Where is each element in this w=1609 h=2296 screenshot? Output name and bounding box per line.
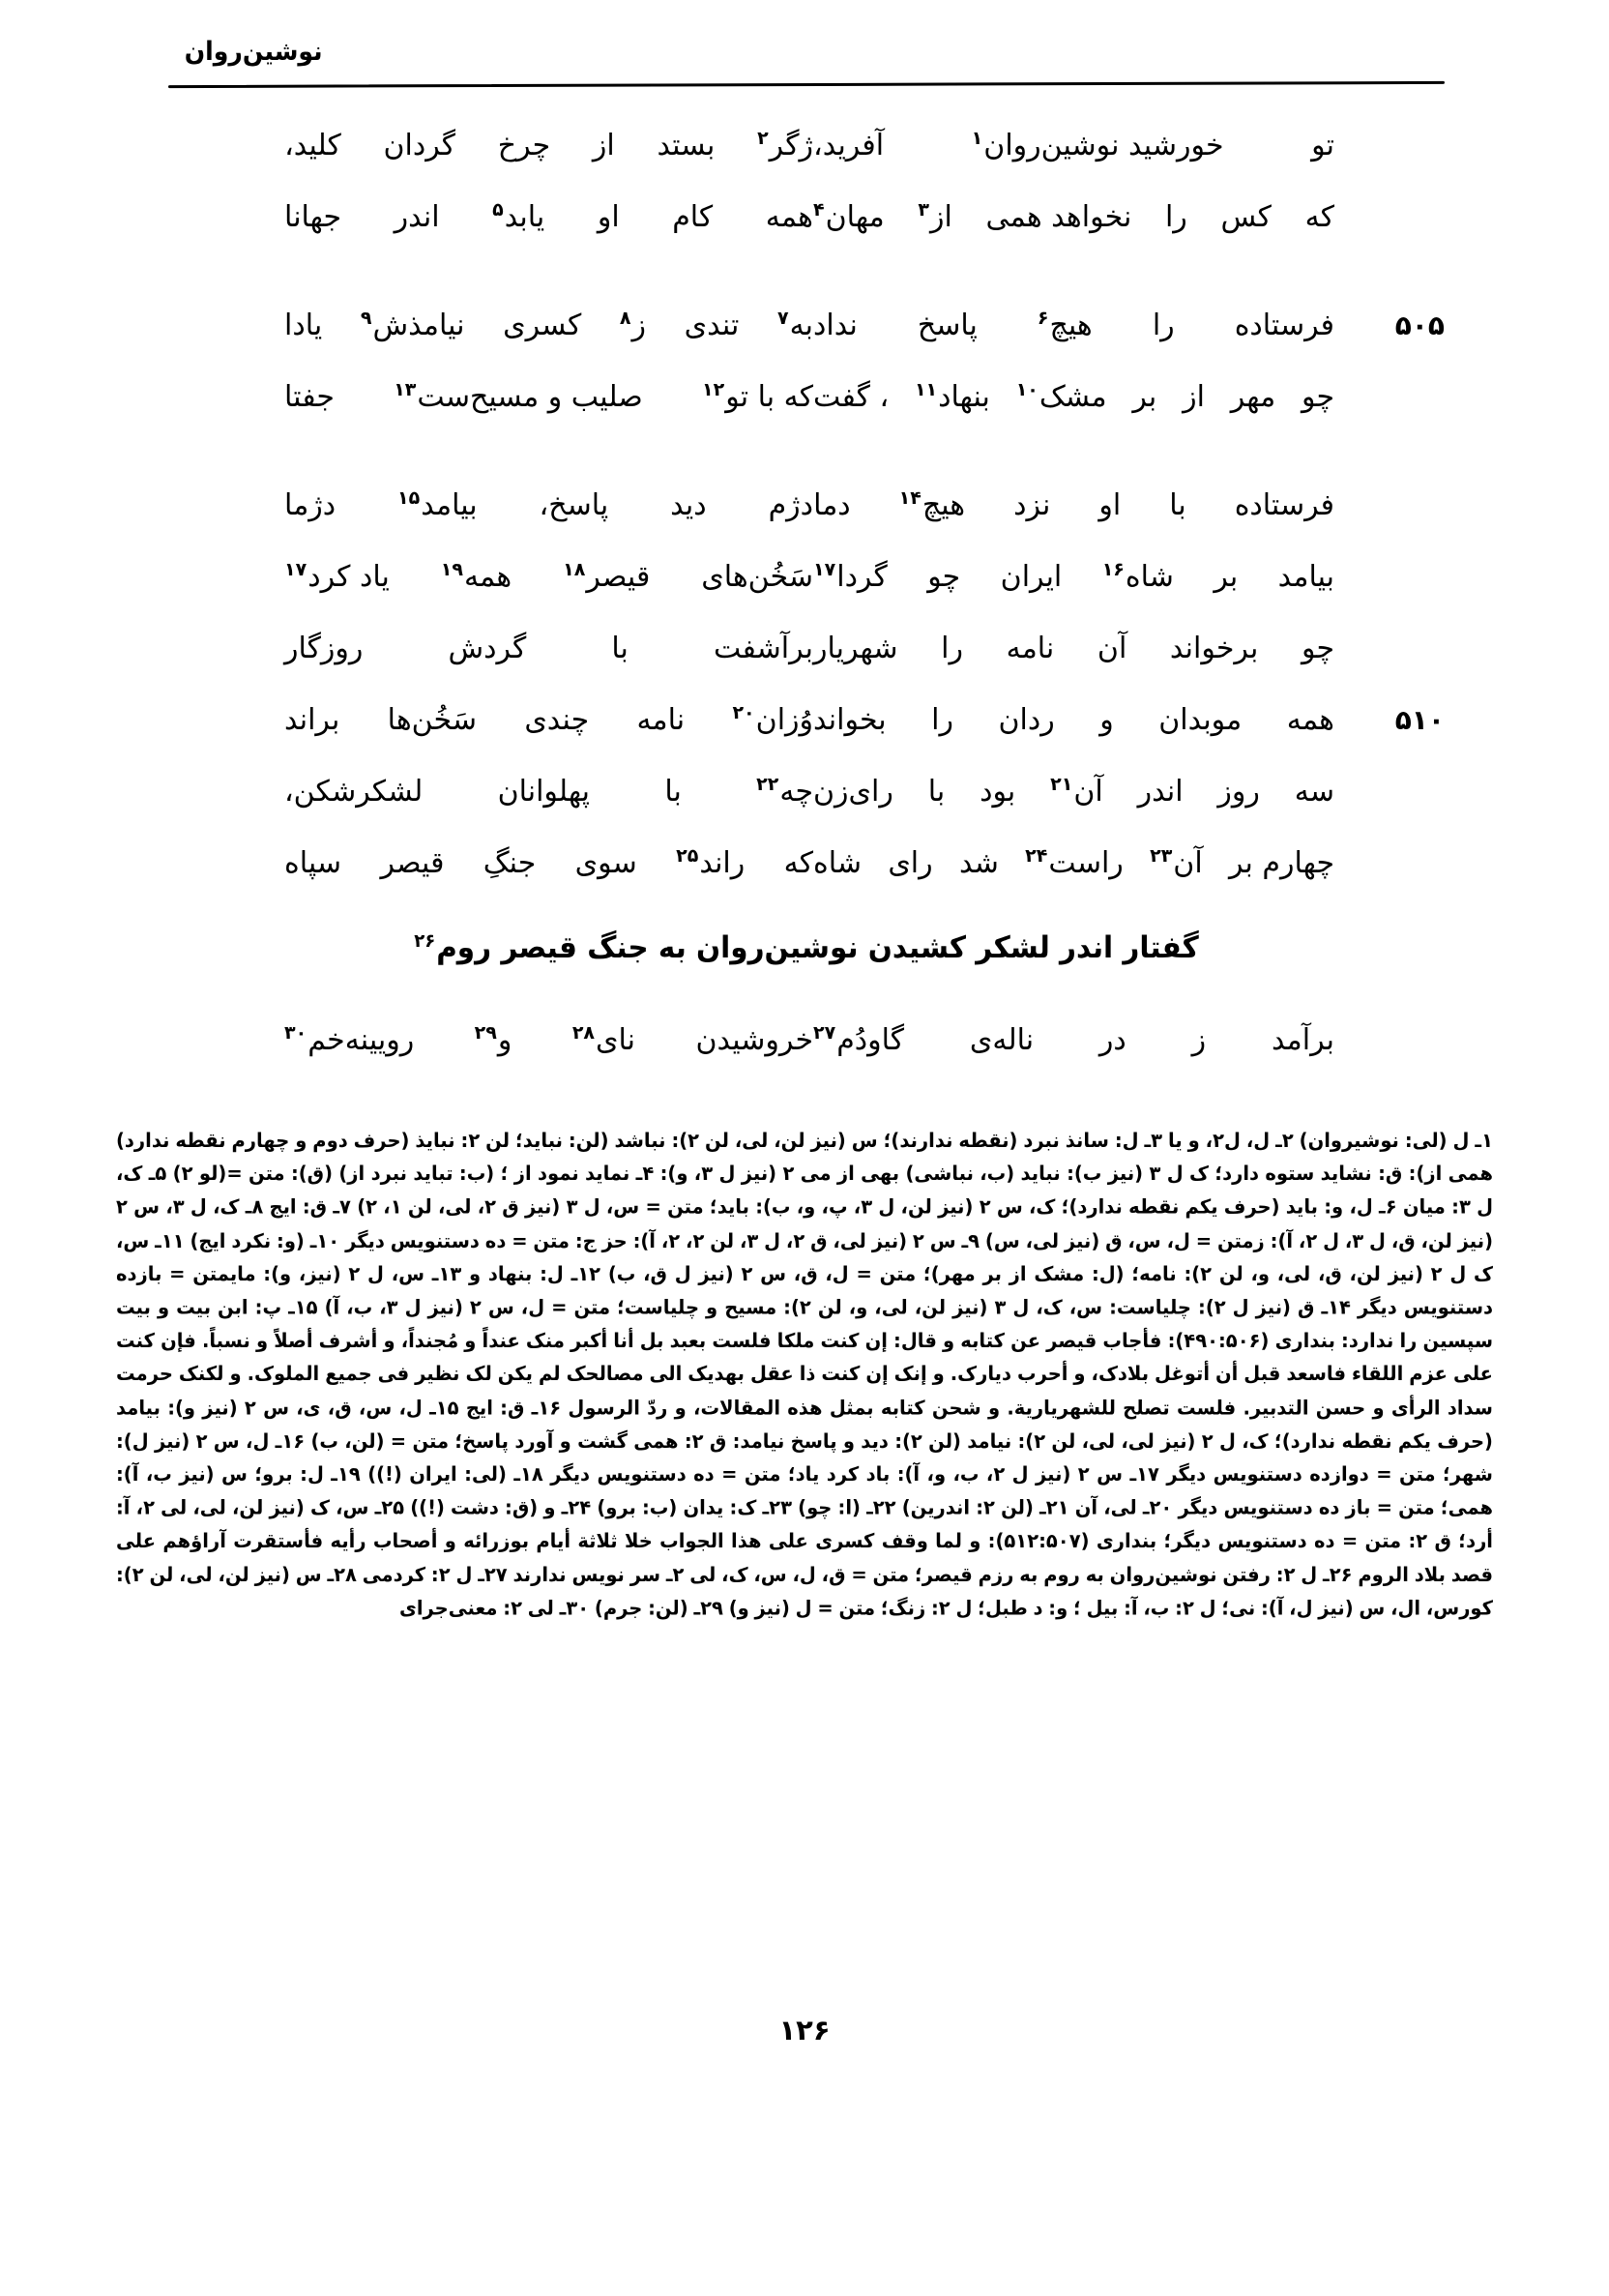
verse-line [168, 377, 1445, 449]
verse-word: مهر [1230, 380, 1276, 414]
verse-word: بستد [657, 129, 716, 162]
hemistich-first [257, 629, 813, 667]
header-rule [168, 81, 1445, 88]
footnote-marker: ۱۱ [914, 379, 938, 400]
verse-word: کسری [503, 309, 582, 342]
verse-word: بر [1214, 560, 1239, 594]
verse-word: سَخُن‌های [701, 560, 813, 594]
verse-word: شد [958, 846, 999, 880]
verse-line [168, 486, 1445, 557]
verse-word: با [611, 632, 629, 665]
verse-word: که [783, 846, 813, 880]
verse-word: لشکرشکن، [284, 775, 424, 809]
verse-number [1369, 222, 1445, 226]
verse-word: نزد [1013, 488, 1051, 522]
verse-number [1369, 1045, 1445, 1049]
couplet-block [168, 306, 1445, 449]
page-number: ۱۲۶ [778, 2014, 831, 2046]
verse-word: بر [1132, 380, 1157, 414]
verse-word: نخواهد همی [985, 200, 1132, 234]
verse-line [168, 1020, 1445, 1092]
footnote-marker: ۲۰ [732, 702, 755, 723]
verse-word: جهانا [284, 200, 342, 234]
hemistich-first [257, 1020, 813, 1059]
verse-word: چندی [524, 703, 590, 737]
footnote-marker: ۲۷ [813, 1022, 836, 1044]
verse-word: کام [672, 200, 714, 234]
footnote-marker: ۲۱ [1050, 774, 1073, 795]
verse-word: نداد [813, 309, 858, 342]
verse-number [1369, 582, 1445, 586]
footnote-marker: ۱۴ [898, 487, 922, 509]
verse-word: رای [888, 846, 933, 880]
heading-verse [168, 1020, 1445, 1092]
footnote-marker: ۴ [813, 199, 825, 221]
verse-word: شاه$^{۱۶}$ [1101, 559, 1174, 594]
verse-word: ایران [1000, 560, 1063, 594]
verse-word: برخواند [1169, 632, 1259, 665]
couplet-block [168, 486, 1445, 915]
footnote-marker: ۱۳ [394, 379, 417, 400]
verse-word: به$^۷$ [776, 308, 813, 342]
verse-number [1369, 868, 1445, 872]
verse-word: رای‌زن [813, 775, 893, 809]
verse-word: از$^۳$ [918, 199, 952, 234]
verse-line [168, 700, 1445, 772]
verse-word: مهان$^۴$ [813, 199, 885, 234]
verse-word: گردان [383, 129, 456, 162]
verse-word: او [597, 200, 620, 234]
running-header-title: نوشین‌روان [185, 37, 323, 67]
hemistich-second [813, 197, 1369, 236]
verse-word: بنهاد$^{۱۱}$ [914, 379, 990, 414]
hemistich-first [257, 126, 813, 164]
verse-area [168, 126, 1445, 952]
verse-word: آفرید، [813, 129, 885, 162]
footnote-marker: ۲۵ [676, 845, 699, 867]
verse-word: را [1152, 309, 1175, 342]
verse-word: پهلوانان [497, 775, 591, 809]
verse-word: صلیب و مسیح‌ست$^{۱۳}$ [394, 379, 643, 414]
footnote-marker: ۶ [1037, 308, 1049, 329]
verse-word: را [931, 703, 953, 737]
verse-line [168, 843, 1445, 915]
footnote-marker: ۲۹ [474, 1022, 497, 1044]
verse-word: با [927, 775, 946, 809]
footnote-marker: ۹ [360, 308, 372, 329]
footnote-marker: ۵ [492, 199, 504, 221]
verse-number: ۵۰۵ [1394, 309, 1445, 341]
verse-word: هیچ$^۶$ [1037, 308, 1093, 342]
verse-word: ز [1191, 1023, 1207, 1057]
verse-word: راند$^{۲۵}$ [676, 845, 746, 880]
verse-word: نامه [636, 703, 686, 737]
verse-word: دژما [284, 488, 336, 522]
hemistich-first [257, 486, 813, 524]
verse-word: یاد کرد$^{۱۷}$ [284, 559, 390, 594]
verse-word: او [1098, 488, 1122, 522]
verse-word: جفتا [284, 380, 335, 414]
verse-word: تندی [684, 309, 740, 342]
verse-word: براند [284, 703, 340, 737]
verse-word: کس [1220, 200, 1272, 234]
verse-word: از [592, 129, 615, 162]
verse-word: گردا$^{۱۷}$ [813, 559, 888, 594]
verse-word: را [1164, 200, 1187, 234]
verse-word: چهارم بر [1228, 846, 1334, 880]
verse-word: نامه [1006, 632, 1055, 665]
verse-word: پاسخ، [539, 488, 609, 522]
verse-word: برآشفت [713, 632, 813, 665]
footnote-marker: ۱ [971, 128, 983, 149]
hemistich-first [257, 843, 813, 882]
hemistich-first [257, 377, 813, 416]
verse-word: نای$^{۲۸}$ [571, 1022, 635, 1057]
verse-word: شهریار [813, 632, 898, 665]
section-heading-text: گفتار اندر لشکر کشیدن نوشین‌روان به جنگ قیصر روم [436, 930, 1199, 965]
hemistich-second [813, 843, 1369, 882]
footnote-marker: ۷ [776, 308, 789, 329]
footnote-marker: ۱۷ [813, 559, 836, 580]
verse-word: خروشیدن [695, 1023, 813, 1057]
section-heading [200, 930, 1413, 965]
verse-word: و$^{۲۹}$ [474, 1022, 512, 1057]
verse-word: دژم [768, 488, 813, 522]
verse-word: گردش [448, 632, 527, 665]
footnote-marker: ۲۳ [1150, 845, 1173, 867]
verse-line [168, 557, 1445, 629]
hemistich-first [257, 700, 813, 739]
verse-word: در [1098, 1023, 1126, 1057]
critical-apparatus: ۱ـ ل (لی: نوشیروان) ۲ـ ل، ل٢، و یا ۳ـ ل: سانذ نبرد (نقطه ندارند)؛ س (نیز لن، لی، لن ۲): نباشد (لن: نباید؛ لن ۲: نبایذ (حرف دوم و چهارم نقطه ندارد) همی از): ق: نشاید ستوه دارد؛ ک ل ۳ (نیز ب): نباید (ب، نباشی) بهی از می ۲ (نیز ل ۳، و): ۴ـ نماید نمود از ؛ (ب: تباید نبرد از) (ق): متن =(لو ۲) ۵ـ ک، ل ۳: میان ۶ـ ل، و: باید (حرف یکم نقطه ندارد)؛ ک، س ۲ (نیز لن، ل ۳، پ، و، ب): باید؛ متن = س، ل ۳ (نیز ق ۲، لی، لن ۱، ۲) ۷ـ ق: ایج ۸ـ ک، ل ۳، س ۲ (نیز لن، ق، ل ۳، ل ۲، آ): زمتن = ل، س، ق (نیز لی، س) ۹ـ س ۲ (نیز لی، ق ۲، ل ۳، لن ۲، ۲، آ): حز ج: متن = ده دستنویس دیگر ۱۰ـ (و: نکرد ایج) ۱۱ـ س، ک ل ۲ (نیز لن، ق، لی، و، لن ۲): نامه؛ (ل: مشک از بر مهر)؛ متن = ل، ق، س ۲ (نیز ل ق، ب) ۱۲ـ ل: بنهاد و ۱۳ـ س، ل ۲ (نیز، و): مایمتن = بازده دستنویس دیگر ۱۴ـ ق (نیز ل ۲): چلیاست: س، ک، ل ۳ (نیز لن، لی، و، لن ۲): مسیح و چلیاست؛ متن = ل، س ۲ (نیز ل ۳، ب، آ) ۱۵ـ پ: ابن بیت و بیت سپسین را ندارد: بنداری (۴۹۰:۵۰۶): فأجاب قیصر عن کتابه و قال: إن کنت ملکا فلست بعبد بل أنا أکبر منک عنداً و مُجنداً، و أشرف أصلاً و نسباً. فإن کنت علی عزم اللقاء فاسعد قبل أن أتوغل بلادک، و أحرب دیارک. و إنک إن کنت ذا عقل بهدیک الی مصالحک لم یکن لک نظیر فی جمیع الملوک. و لکنک حرمت سداد الرأی و حسن التدبیر. فلست تصلح للشهریاریة. و شحن کتابه بمثل هذه المقالات، و ردّ الرسول ۱۶ـ ق: ایج ۱۵ـ ل، س، ق، ی، س ۲ (نیز و): بیامد (حرف یکم نقطه ندارد)؛ ک، ل ۲ (نیز لی، لی، لن ۲): نیامد (لن ۲): دید و پاسخ نیامد: ق ۲: همی گشت و آورد پاسخ؛ متن = (لن، ب) ۱۶ـ ل، س ۲ (نیز ل): شهر؛ متن = دوازده دستنویس دیگر ۱۷ـ س ۲ (نیز ل ۲، ب، و، آ): باد کرد یاد؛ متن = ده دستنویس دیگر ۱۸ـ (لی: ایران (!)) ۱۹ـ ل: برو؛ س (نیز ب، آ): همی؛ متن = باز ده دستنویس دیگر ۲۰ـ لی، آن ۲۱ـ (لن ۲: اندرین) ۲۲ـ (ا: چو) ۲۳ـ ک: یدان (ب: برو) ۲۴ـ و (ق: دشت (!)) ۲۵ـ س، ک (نیز لن، لی، لی ۲، آ: أرد؛ ق ۲: متن = ده دستنویس دیگر؛ بنداری (۵۱۲:۵۰۷): و لما وقف کسری علی هذا الجواب خلا ثلاثة أیام بوزرائه و أصحاب رأیه فأستقرت آراؤهم علی قصد بلاد الروم ۲۶ـ ل ۲: رفتن نوشین‌روان به روم به رزم قیصر؛ متن = ق، ل، س، ک، لی ۲ـ سر نویس ندارند ۲۷ـ ل ۲: کردمی ۲۸ـ س (نیز لن، لی، لن ۲): کورس، ال، س (نیز ل، آ): نی؛ ل ۲: ب، آ: بیل ؛ و: د طبل؛ ل ۲: زنگ؛ متن = ل (نیز و) ۲۹ـ (لن: جرم) ۳۰ـ لی ۲: معنی‌جرای [116, 1129, 1494, 1620]
verse-word: پاسخ [917, 309, 978, 342]
verse-number [1369, 511, 1445, 515]
hemistich-second [813, 557, 1369, 596]
verse-line [168, 306, 1445, 377]
verse-word: سوی [574, 846, 637, 880]
verse-word: یابد$^۵$ [492, 199, 545, 234]
verse-number [1369, 151, 1445, 155]
footnote-marker: ۳ [918, 199, 929, 221]
verse-word: بیامد [1277, 560, 1334, 594]
verse-word: چه$^{۲۲}$ [756, 774, 813, 809]
verse-word: هیچ$^{۱۴}$ [898, 487, 966, 522]
verse-number [1369, 402, 1445, 406]
verse-word: ز$^۸$ [619, 308, 646, 342]
hemistich-second [813, 306, 1369, 344]
verse-word: سپاه [284, 846, 342, 880]
verse-word: اندر [394, 200, 440, 234]
hemistich-first [257, 306, 813, 344]
hemistich-second [813, 126, 1369, 164]
verse-word: برآمد [1271, 1023, 1334, 1057]
verse-word: اندر [1137, 775, 1184, 809]
verse-word: همه [1286, 703, 1334, 737]
verse-word: با [1169, 488, 1186, 522]
verse-word: از [1183, 380, 1205, 414]
hemistich-second [813, 629, 1369, 667]
verse-word: با [664, 775, 682, 809]
verse-word: شاه [813, 846, 863, 880]
verse-word: که [1304, 200, 1334, 234]
verse-word: ردان [998, 703, 1055, 737]
section-heading-footnote-marker: ۲۶ [414, 929, 436, 952]
footnote-marker: ۱۲ [702, 379, 725, 400]
verse-word: آن$^{۲۳}$ [1150, 845, 1203, 880]
hemistich-second [813, 700, 1369, 739]
footnote-marker: ۱۰ [1015, 379, 1039, 400]
verse-word: بود [980, 775, 1016, 809]
verse-word: خورشید نوشین‌روان$^۱$ [971, 128, 1224, 162]
verse-word: جنگِ [483, 846, 537, 880]
verse-word: بخواند [813, 703, 887, 737]
hemistich-second [813, 1020, 1369, 1059]
verse-word: بیامد$^{۱۵}$ [397, 487, 478, 522]
verse-word: آن [1097, 632, 1127, 665]
verse-word: آن$^{۲۱}$ [1050, 774, 1103, 809]
verse-word: سَخُن‌ها [387, 703, 477, 737]
verse-word: که با تو$^{۱۲}$ [702, 379, 813, 414]
footnote-marker: ۸ [619, 308, 631, 329]
verse-word: را [941, 632, 963, 665]
footnote-marker: ۱۷ [284, 559, 307, 580]
verse-word: کلید، [284, 129, 341, 162]
running-header [164, 37, 1445, 95]
hemistich-first [257, 557, 813, 596]
verse-word: موبدان [1158, 703, 1243, 737]
verse-word: چرخ [497, 129, 551, 162]
hemistich-first [257, 197, 813, 236]
verse-line [168, 629, 1445, 700]
verse-word: چو [1301, 632, 1334, 665]
verse-word: ، گفت [813, 380, 890, 414]
verse-number: ۵۱۰ [1394, 704, 1445, 736]
verse-word: دما [813, 488, 851, 522]
footnote-marker: ۲ [757, 128, 769, 149]
verse-line [168, 197, 1445, 269]
verse-word: گاودُم$^{۲۷}$ [813, 1022, 905, 1057]
footnote-marker: ۲۲ [756, 774, 779, 795]
verse-word: روز [1217, 775, 1260, 809]
verse-number [1369, 797, 1445, 801]
verse-word: سه [1294, 775, 1334, 809]
verse-word: ژگر$^۲$ [757, 128, 813, 162]
footnote-marker: ۱۹ [440, 559, 463, 580]
verse-word: چو [1301, 380, 1334, 414]
verse-word: چو [927, 560, 961, 594]
verse-word: قیصر [380, 846, 445, 880]
verse-number [1369, 654, 1445, 658]
verse-word: وُزان$^{۲۰}$ [732, 702, 813, 737]
couplet-block [168, 126, 1445, 269]
verse-word: همه$^{۱۹}$ [440, 559, 512, 594]
verse-word: همه [765, 200, 813, 234]
hemistich-second [813, 772, 1369, 810]
verse-word: تو [1311, 129, 1334, 162]
footnote-marker: ۳۰ [284, 1022, 307, 1044]
hemistich-second [813, 486, 1369, 524]
footnote-marker: ۱۸ [563, 559, 586, 580]
verse-word: مشک$^{۱۰}$ [1015, 379, 1107, 414]
footnote-marker: ۲۴ [1025, 845, 1048, 867]
verse-word: دید [670, 488, 707, 522]
verse-word: فرستاده [1234, 309, 1334, 342]
verse-line [168, 772, 1445, 843]
verse-word: فرستاده [1234, 488, 1334, 522]
hemistich-second [813, 377, 1369, 416]
footnote-marker: ۲۸ [571, 1022, 596, 1044]
verse-word: یادا [284, 309, 323, 342]
verse-word: روزگار [284, 632, 364, 665]
verse-word: قیصر$^{۱۸}$ [563, 559, 651, 594]
verse-word: و [1099, 703, 1114, 737]
hemistich-first [257, 772, 813, 810]
verse-word: راست$^{۲۴}$ [1025, 845, 1124, 880]
verse-word: نیامذش$^۹$ [360, 308, 465, 342]
footnote-marker: ۱۵ [397, 487, 421, 509]
verse-word: ناله‌ی [969, 1023, 1035, 1057]
verse-word: رویینه‌خم$^{۳۰}$ [284, 1022, 415, 1057]
verse-line [168, 126, 1445, 197]
footnote-marker: ۱۶ [1101, 559, 1125, 580]
